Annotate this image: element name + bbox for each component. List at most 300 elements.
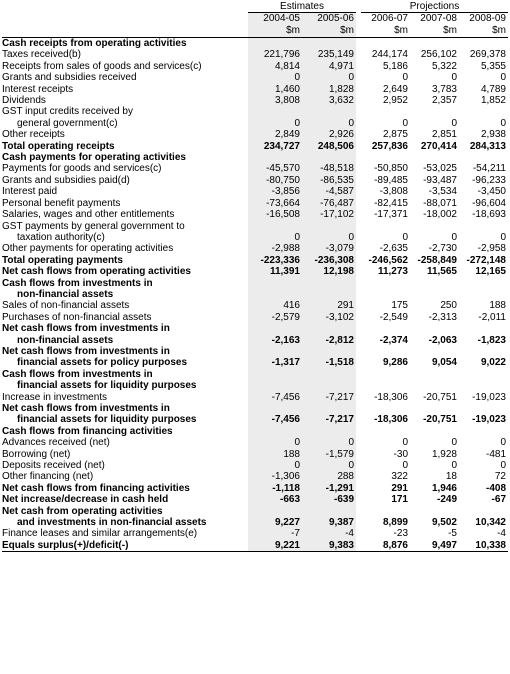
table-row	[2, 494, 508, 505]
row-value: 2,952	[382, 95, 408, 107]
row-value: -3,102	[302, 312, 356, 323]
row-label: Net cash flows from financing activities	[2, 482, 190, 494]
row-value: -2,730	[428, 243, 457, 255]
row-label: Grants and subsidies received	[2, 72, 137, 84]
table-row	[2, 300, 508, 311]
row-value: 291	[391, 482, 408, 494]
row-value: 0	[302, 437, 356, 448]
row-label: Other receipts	[2, 129, 65, 141]
row-label: Purchases of non-financial assets	[2, 311, 152, 323]
row-value: -73,664	[248, 198, 302, 209]
row-value: 257,836	[371, 140, 408, 152]
row-value: 72	[494, 471, 506, 483]
row-value: -258,849	[417, 254, 457, 266]
row-value: 0	[451, 231, 457, 243]
row-value: 2,357	[431, 95, 457, 107]
row-value	[248, 346, 302, 357]
row-value: 269,378	[469, 49, 506, 61]
row-value	[248, 369, 302, 380]
row-value	[361, 106, 410, 117]
row-value: 0	[451, 437, 457, 449]
row-label: Cash payments for operating activities	[2, 152, 186, 164]
row-value: -223,336	[248, 255, 302, 266]
row-value: -2,579	[248, 312, 302, 323]
row-value: 10,338	[475, 539, 506, 551]
row-value	[302, 106, 356, 117]
row-value: 0	[302, 232, 356, 243]
year-header: 2004-05	[248, 13, 302, 25]
row-value	[248, 289, 302, 300]
row-value: -93,487	[423, 174, 457, 186]
year-header: 2007-08	[420, 13, 457, 24]
row-value: 1,460	[248, 84, 302, 95]
row-value: -53,025	[423, 163, 457, 175]
row-label: Salaries, wages and other entitlements	[2, 209, 175, 221]
row-value: 0	[500, 231, 506, 243]
row-value: -481	[485, 448, 506, 460]
row-value: -3,534	[428, 186, 457, 198]
row-value: -20,751	[423, 391, 457, 403]
row-value: 291	[302, 300, 356, 311]
row-value: -5	[448, 528, 457, 540]
row-label: Other financing (net)	[2, 471, 94, 483]
row-value: -17,371	[374, 209, 408, 221]
row-value	[459, 323, 508, 334]
row-value: 10,342	[475, 517, 506, 529]
table-row	[2, 289, 508, 300]
year-header: 2006-07	[371, 13, 408, 24]
row-value: 0	[248, 232, 302, 243]
row-value: 12,165	[475, 266, 506, 278]
row-value: -663	[248, 494, 302, 505]
row-value: 0	[500, 117, 506, 129]
table-row	[2, 84, 508, 95]
year-header: 2005-06	[302, 13, 356, 25]
row-value: 270,414	[420, 140, 457, 152]
row-value: 416	[248, 300, 302, 311]
row-value: 9,221	[248, 540, 302, 551]
row-value	[302, 278, 356, 289]
projections-header: Projections	[361, 1, 508, 13]
row-value: -54,211	[472, 163, 506, 175]
header-group-row	[2, 1, 508, 13]
row-value: 0	[302, 72, 356, 83]
row-value	[248, 106, 302, 117]
row-value: 8,899	[382, 517, 408, 529]
row-value: -1,118	[248, 483, 302, 494]
row-value: 248,506	[302, 141, 356, 152]
row-value: -1,291	[302, 483, 356, 494]
row-value: 4,971	[302, 61, 356, 72]
row-label: non-financial assets	[17, 334, 114, 346]
row-value	[410, 38, 459, 49]
row-value	[302, 152, 356, 163]
table-row	[2, 426, 508, 437]
row-value	[361, 221, 410, 232]
row-value	[459, 426, 508, 437]
row-value	[361, 152, 410, 163]
table-row	[2, 346, 508, 357]
table-row	[2, 449, 508, 460]
row-value: 0	[500, 437, 506, 449]
table-row	[2, 437, 508, 448]
estimates-header: Estimates	[248, 1, 356, 13]
row-value	[248, 426, 302, 437]
row-value	[459, 106, 508, 117]
row-value	[459, 346, 508, 357]
row-label: Net cash flows from investments in	[2, 403, 170, 414]
row-value: 188	[489, 300, 506, 312]
row-value: 0	[302, 118, 356, 129]
row-value	[248, 403, 302, 414]
row-value: 4,789	[480, 83, 506, 95]
row-value: -19,023	[472, 391, 506, 403]
row-value: -18,306	[374, 414, 408, 426]
row-value: -45,570	[248, 163, 302, 174]
row-value: 0	[451, 460, 457, 472]
row-value: 0	[402, 117, 408, 129]
row-value: 0	[248, 437, 302, 448]
row-value: 0	[402, 231, 408, 243]
row-value: 0	[500, 72, 506, 84]
row-value: -76,487	[302, 198, 356, 209]
row-value	[361, 403, 410, 414]
row-value: 0	[248, 72, 302, 83]
row-value: -18,693	[472, 209, 506, 221]
row-label: non-financial assets	[17, 288, 114, 300]
row-label: Borrowing (net)	[2, 448, 71, 460]
row-value: -1,306	[248, 471, 302, 482]
table-row	[2, 152, 508, 163]
table-row	[2, 517, 508, 528]
row-value: 0	[402, 72, 408, 84]
row-value: -48,518	[302, 163, 356, 174]
row-value: -2,988	[248, 243, 302, 254]
row-value: 244,174	[371, 49, 408, 61]
table-row	[2, 312, 508, 323]
row-value	[459, 506, 508, 517]
row-value	[248, 152, 302, 163]
row-value: 3,783	[431, 83, 457, 95]
row-label: financial assets for policy purposes	[17, 357, 188, 369]
row-value: 175	[391, 300, 408, 312]
row-label: taxation authority(c)	[17, 231, 105, 243]
row-label: Deposits received (net)	[2, 460, 105, 472]
table-row	[2, 528, 508, 539]
row-value: -2,374	[379, 334, 408, 346]
row-value: 4,814	[248, 61, 302, 72]
row-label: Interest receipts	[2, 83, 74, 95]
unit-header: $m	[443, 25, 457, 36]
row-value: -67	[491, 494, 506, 506]
row-value: 221,796	[248, 49, 302, 60]
row-value: 11,565	[426, 266, 457, 278]
row-label: Other payments for operating activities	[2, 243, 174, 255]
row-value: -23	[393, 528, 408, 540]
row-value: -2,011	[478, 311, 506, 323]
table-row	[2, 209, 508, 220]
table-row	[2, 61, 508, 72]
row-label: Cash flows from financing activities	[2, 425, 173, 437]
row-value: 3,632	[302, 95, 356, 106]
row-label: Finance leases and similar arrangements(e)	[2, 528, 198, 540]
row-value	[248, 380, 302, 391]
table-row	[2, 232, 508, 243]
row-label: Total operating receipts	[2, 140, 115, 152]
row-value: -89,485	[374, 174, 408, 186]
row-value	[302, 323, 356, 334]
row-value: -2,313	[428, 311, 457, 323]
table-row	[2, 460, 508, 471]
row-value: 250	[440, 300, 457, 312]
row-value: -2,635	[379, 243, 408, 255]
row-value: -1,579	[302, 449, 356, 460]
cash-flow-table	[2, 1, 508, 552]
row-value	[248, 506, 302, 517]
table-row	[2, 198, 508, 209]
row-value: -3,856	[248, 186, 302, 197]
row-label: Total operating payments	[2, 254, 123, 266]
row-value	[302, 289, 356, 300]
row-value: 8,876	[382, 539, 408, 551]
row-value: 11,391	[248, 266, 302, 277]
row-value: -96,233	[472, 174, 506, 186]
row-value: 256,102	[420, 49, 457, 61]
row-value: 2,851	[431, 129, 457, 141]
row-value	[248, 323, 302, 334]
row-value	[410, 403, 459, 414]
row-value	[410, 506, 459, 517]
row-value: -96,604	[472, 197, 506, 209]
table-row	[2, 129, 508, 140]
row-value: 9,497	[431, 539, 457, 551]
row-value	[248, 38, 302, 49]
row-value: -7,456	[248, 414, 302, 425]
table-row	[2, 392, 508, 403]
row-value	[361, 323, 410, 334]
row-value: 5,322	[431, 60, 457, 72]
unit-header-row	[2, 25, 508, 38]
row-value: 2,938	[480, 129, 506, 141]
row-value	[302, 221, 356, 232]
row-value	[410, 323, 459, 334]
row-value	[459, 38, 508, 49]
row-value: -18,002	[423, 209, 457, 221]
unit-header: $m	[492, 25, 506, 36]
row-value: -2,063	[428, 334, 457, 346]
unit-header: $m	[302, 25, 356, 37]
table-row	[2, 243, 508, 254]
row-value	[410, 380, 459, 391]
year-header-row	[2, 13, 508, 25]
table-row	[2, 414, 508, 425]
row-value: 5,355	[480, 60, 506, 72]
row-value: -86,535	[302, 175, 356, 186]
row-value: 9,383	[302, 540, 356, 551]
table-bottom-rule	[2, 551, 508, 552]
row-value	[302, 380, 356, 391]
row-value: 0	[248, 118, 302, 129]
row-value: 234,727	[248, 141, 302, 152]
row-value	[248, 278, 302, 289]
row-value	[302, 403, 356, 414]
table-row	[2, 357, 508, 368]
row-value	[459, 403, 508, 414]
row-value: 2,926	[302, 129, 356, 140]
row-value: -7,217	[302, 392, 356, 403]
row-value: -3,450	[477, 186, 506, 198]
row-value: -19,023	[472, 414, 506, 426]
row-value: -4,587	[302, 186, 356, 197]
table-row	[2, 471, 508, 482]
row-label: Equals surplus(+)/deficit(-)	[2, 539, 129, 551]
row-value	[302, 38, 356, 49]
row-value: 3,808	[248, 95, 302, 106]
row-value: -246,562	[368, 254, 408, 266]
row-label: Cash receipts from operating activities	[2, 38, 187, 49]
row-label: Net cash flows from investments in	[2, 345, 170, 357]
table-row	[2, 175, 508, 186]
row-value: 1,852	[480, 95, 506, 107]
row-value: -2,549	[379, 311, 408, 323]
row-value: -18,306	[374, 391, 408, 403]
row-value	[410, 289, 459, 300]
row-value: 12,198	[302, 266, 356, 277]
row-value: 284,313	[469, 140, 506, 152]
row-value	[361, 369, 410, 380]
row-label: Net cash flows from operating activities	[2, 266, 191, 278]
row-value: -7	[248, 528, 302, 539]
row-label: Net cash from operating activities	[2, 505, 163, 517]
unit-header: $m	[394, 25, 408, 36]
row-label: Dividends	[2, 95, 46, 107]
table-row	[2, 95, 508, 106]
table-row	[2, 278, 508, 289]
table-row	[2, 380, 508, 391]
row-value	[410, 278, 459, 289]
table-row	[2, 483, 508, 494]
row-value: 0	[451, 72, 457, 84]
row-value: 5,186	[382, 60, 408, 72]
row-value: -88,071	[423, 197, 457, 209]
row-value: 9,502	[431, 517, 457, 529]
row-value	[361, 38, 410, 49]
row-value	[361, 278, 410, 289]
row-value	[459, 289, 508, 300]
row-label: Net cash flows from investments in	[2, 323, 170, 335]
row-label: Payments for goods and services(c)	[2, 163, 162, 175]
row-label: Increase in investments	[2, 391, 108, 403]
table-row	[2, 335, 508, 346]
row-value: -4	[302, 528, 356, 539]
row-label: Grants and subsidies paid(d)	[2, 174, 130, 186]
row-value: 9,227	[248, 517, 302, 528]
row-value	[459, 278, 508, 289]
row-value	[361, 289, 410, 300]
table-row	[2, 323, 508, 334]
row-value: -1,823	[477, 334, 506, 346]
row-value: -3,808	[379, 186, 408, 198]
row-value: 0	[248, 460, 302, 471]
row-value: 0	[402, 437, 408, 449]
row-value: 18	[445, 471, 457, 483]
row-value: 0	[451, 117, 457, 129]
row-value: -4	[497, 528, 506, 540]
row-value: 1,946	[431, 482, 457, 494]
row-value: -7,456	[248, 392, 302, 403]
table-row	[2, 141, 508, 152]
table-row	[2, 49, 508, 60]
table-row	[2, 106, 508, 117]
row-value: -20,751	[423, 414, 457, 426]
unit-header: $m	[248, 25, 302, 37]
row-value: 2,849	[248, 129, 302, 140]
table-row	[2, 163, 508, 174]
row-value: -7,217	[302, 414, 356, 425]
table-row	[2, 221, 508, 232]
row-value: 171	[391, 494, 408, 506]
row-value: -50,850	[374, 163, 408, 175]
row-value	[302, 506, 356, 517]
row-label: Net increase/decrease in cash held	[2, 494, 169, 506]
table-row	[2, 38, 508, 49]
table-row	[2, 255, 508, 266]
row-label: Taxes received(b)	[2, 49, 81, 61]
row-value: -17,102	[302, 209, 356, 220]
row-label: financial assets for liquidity purposes	[17, 414, 197, 426]
row-label: financial assets for liquidity purposes	[17, 380, 197, 392]
row-label: Cash flows from investments in	[2, 368, 153, 380]
row-value	[302, 369, 356, 380]
row-value	[410, 152, 459, 163]
row-label: GST input credits received by	[2, 106, 133, 118]
row-label: Interest paid	[2, 186, 58, 198]
row-value: 9,286	[382, 357, 408, 369]
table-row	[2, 186, 508, 197]
row-value	[410, 106, 459, 117]
row-value	[459, 380, 508, 391]
table-row	[2, 506, 508, 517]
row-value: -408	[485, 482, 506, 494]
table-row	[2, 540, 508, 551]
row-label: Receipts from sales of goods and services(c)	[2, 60, 202, 72]
row-value: -249	[436, 494, 457, 506]
table-row	[2, 369, 508, 380]
row-value: -2,812	[302, 335, 356, 346]
row-label: Cash flows from investments in	[2, 277, 153, 289]
table-row	[2, 72, 508, 83]
row-label: Advances received (net)	[2, 437, 110, 449]
row-label: GST payments by general government to	[2, 220, 185, 232]
table-body	[2, 38, 508, 551]
row-value	[459, 221, 508, 232]
row-value	[459, 369, 508, 380]
row-value: 322	[391, 471, 408, 483]
row-value: 9,054	[431, 357, 457, 369]
row-value: -1,317	[248, 357, 302, 368]
row-value	[302, 346, 356, 357]
row-value	[410, 221, 459, 232]
table-row	[2, 403, 508, 414]
row-value: 0	[302, 460, 356, 471]
row-value: 1,828	[302, 84, 356, 95]
row-value	[410, 426, 459, 437]
row-label: Sales of non-financial assets	[2, 300, 130, 312]
row-value	[361, 380, 410, 391]
row-value: 188	[248, 449, 302, 460]
row-value: 2,649	[382, 83, 408, 95]
row-value: -16,508	[248, 209, 302, 220]
